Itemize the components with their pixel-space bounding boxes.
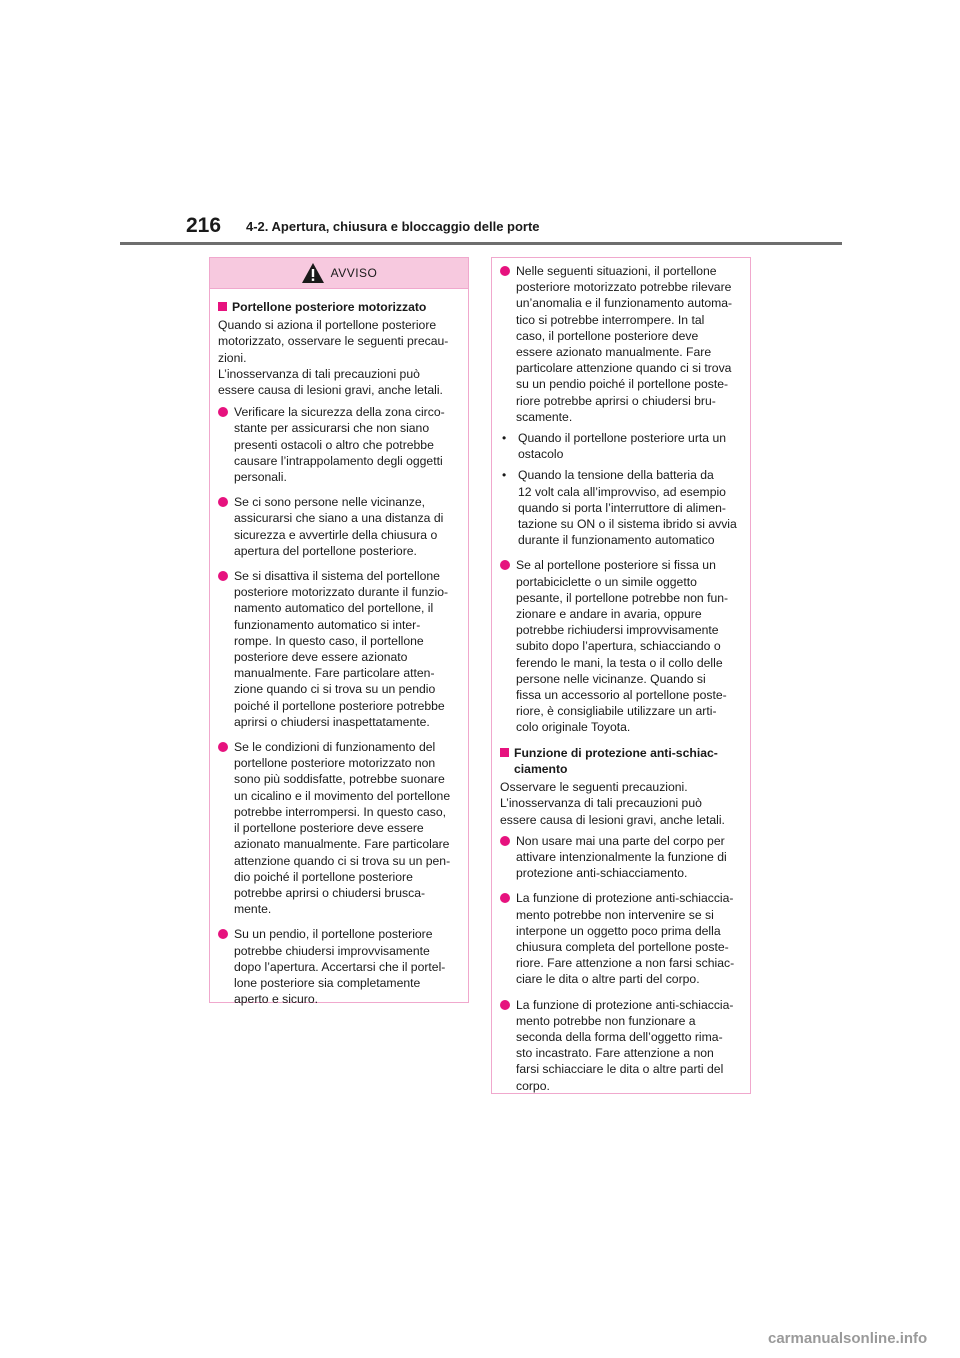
text-line: posteriore motorizzato potrebbe rilevare [516, 280, 732, 295]
text-line: riore, è consigliabile utilizzare un arti- [516, 704, 717, 719]
text-line: ostacolo [518, 447, 564, 462]
text-line: farsi schiacciare le dita o altre parti del [516, 1062, 724, 1077]
text-line: motorizzato, osservare le seguenti precau- [218, 334, 449, 349]
text-line: essere azionato manualmente. Fare [516, 345, 712, 360]
text-line: Nelle seguenti situazioni, il portellone [516, 264, 717, 278]
text-line: interpone un oggetto poco prima della [516, 923, 721, 938]
text-line: Quando la tensione della batteria da [518, 468, 714, 483]
sub-bullet-marker: • [502, 431, 507, 446]
text-line: Osservare le seguenti precauzioni. [500, 780, 688, 795]
heading-text: Portellone posteriore motorizzato [232, 300, 427, 314]
bullet-item [500, 833, 742, 882]
text-line: mento potrebbe non funzionare a [516, 1013, 696, 1028]
text-line: tico si potrebbe interrompere. In tal [516, 312, 705, 327]
warning-label: AVVISO [330, 266, 378, 280]
warning-box-header [210, 258, 468, 289]
text-line: L’inosservanza di tali precauzioni può [500, 796, 702, 811]
text-line: ciare le dita o altre parti del corpo. [516, 972, 700, 987]
text-line: potrebbe aprirsi o chiudersi brusca- [234, 885, 426, 900]
text-line: tazione su ON o il sistema ibrido si avvia [518, 517, 737, 532]
text-line: essere causa di lesioni gravi, anche letali. [500, 812, 725, 827]
text-line: un’anomalia e il funzionamento automa- [516, 296, 733, 311]
text-line: Funzione di protezione anti-schiac- [514, 745, 718, 760]
text-line: azionato manualmente. Fare particolare [234, 837, 450, 852]
warning-triangle-icon [301, 262, 325, 284]
text-line: sono più soddisfatte, potrebbe suonare [234, 772, 445, 787]
text-line: namento automatico del portellone, il [234, 601, 434, 616]
text-line: potrebbe richiudersi improvvisamente [516, 623, 719, 638]
text-line: durante il funzionamento automatico [518, 533, 715, 548]
text-line: zioni. [218, 350, 247, 365]
text-line: causare l’intrappolamento degli oggetti [234, 453, 443, 468]
bullet-text [516, 997, 733, 1094]
text-line: posteriore deve essere azionato [234, 650, 408, 665]
bullet-dot-icon [218, 929, 228, 939]
text-line: chiusura completa del portellone poste- [516, 939, 729, 954]
text-line: particolare attenzione quando ci si trova [516, 361, 732, 376]
text-line: un cicalino e il movimento del portellone [234, 788, 451, 803]
square-bullet-icon [218, 302, 227, 311]
text-line: sicurezza e avvertirle della chiusura o [234, 527, 438, 542]
text-line: potrebbe chiudersi improvvisamente [234, 943, 430, 958]
bullet-text [234, 568, 448, 730]
sub-bullet-marker: • [502, 468, 507, 483]
section-title: 4-2. Apertura, chiusura e bloccaggio delle porte [246, 219, 540, 234]
text-line: dopo l’apertura. Accertarsi che il portel- [234, 959, 446, 974]
sub-list-item [500, 430, 742, 462]
header-rule [120, 242, 842, 245]
text-line: persone nelle vicinanze. Quando si [516, 671, 706, 686]
text-line: subito dopo l’apertura, schiacciando o [516, 639, 721, 654]
text-line: poiché il portellone posteriore potrebbe [234, 698, 445, 713]
bullet-text [516, 557, 728, 735]
text-line: seconda della forma dell’oggetto rima- [516, 1029, 723, 1044]
bullet-text [234, 739, 450, 917]
text-line: L’inosservanza di tali precauzioni può [218, 366, 420, 381]
bullet-item [218, 568, 460, 730]
sub-item-text [518, 467, 737, 548]
text-line: zione quando ci si trova su un pendio [234, 682, 436, 697]
text-line: aperto e sicuro. [234, 992, 319, 1007]
bullet-dot-icon [500, 266, 510, 276]
text-line: mento potrebbe non intervenire se si [516, 907, 714, 922]
text-line: 12 volt cala all’improvviso, ad esempio [518, 484, 726, 499]
text-line: potrebbe interrompersi. In questo caso, [234, 804, 447, 819]
text-line: Se al portellone posteriore si fissa un [516, 558, 716, 573]
bullet-item [218, 926, 460, 1007]
text-line: Se ci sono persone nelle vicinanze, [234, 495, 426, 510]
text-line: colo originale Toyota. [516, 720, 631, 735]
text-line: corpo. [516, 1078, 550, 1093]
bullet-dot-icon [500, 560, 510, 570]
text-line: essere causa di lesioni gravi, anche letali. [218, 383, 443, 398]
bullet-dot-icon [218, 571, 228, 581]
text-line: attenzione quando ci si trova su un pen- [234, 853, 451, 868]
bullet-dot-icon [500, 836, 510, 846]
text-line: ferendo le mani, la testa o il collo delle [516, 655, 723, 670]
text-line: Quando si aziona il portellone posteriore [218, 318, 437, 333]
intro-paragraph [218, 317, 460, 398]
text-line: aprirsi o chiudersi inaspettatamente. [234, 714, 430, 729]
text-line: apertura del portellone posteriore. [234, 543, 417, 558]
bullet-text [234, 926, 445, 1007]
text-line: pesante, il portellone potrebbe non fun- [516, 590, 729, 605]
bullet-item [500, 557, 742, 735]
section-heading [218, 299, 460, 315]
bullet-dot-icon [218, 407, 228, 417]
page-number: 216 [186, 214, 222, 237]
text-line: ciamento [514, 761, 568, 776]
bullet-text [516, 263, 732, 425]
bullet-text [234, 404, 445, 485]
warning-box-body [210, 289, 468, 1007]
text-line: La funzione di protezione anti-schiaccia- [516, 891, 734, 906]
text-line: quando si porta l’interruttore di alimen- [518, 500, 726, 515]
text-line: mente. [234, 902, 272, 917]
text-line: personali. [234, 470, 287, 485]
text-line: portabiciclette o un simile oggetto [516, 574, 697, 589]
text-line: lone posteriore sia completamente [234, 975, 421, 990]
text-line: La funzione di protezione anti-schiaccia- [516, 997, 734, 1012]
warning-box-left [209, 257, 469, 1007]
text-line: sto incastrato. Fare attenzione a non [516, 1046, 714, 1061]
text-line: manualmente. Fare particolare atten- [234, 666, 435, 681]
watermark: carmanualsonline.info [768, 1330, 928, 1347]
text-line: funzionamento automatico si inter- [234, 617, 421, 632]
sub-list-item [500, 467, 742, 548]
bullet-text [516, 890, 734, 987]
text-line: Verificare la sicurezza della zona circo- [234, 405, 445, 420]
text-line: Se si disattiva il sistema del portellone [234, 569, 440, 584]
text-line: Su un pendio, il portellone posteriore [234, 927, 433, 942]
text-line: scamente. [516, 409, 573, 424]
bullet-item [218, 494, 460, 559]
sub-item-text [518, 430, 726, 462]
text-line: posteriore motorizzato durante il funzio- [234, 585, 449, 600]
text-line: riore potrebbe aprirsi o chiudersi bru- [516, 393, 716, 408]
text-line: portellone posteriore motorizzato non [234, 756, 436, 771]
bullet-item [500, 890, 742, 987]
bullet-text [516, 833, 727, 882]
bullet-item [218, 404, 460, 485]
bullet-item [500, 997, 742, 1094]
warning-box-body [492, 258, 750, 1094]
text-line: caso, il portellone posteriore deve [516, 328, 699, 343]
text-line: presenti ostacoli o altro che potrebbe [234, 437, 434, 452]
text-line: dio poiché il portellone posteriore [234, 869, 413, 884]
text-line: assicurarsi che siano a una distanza di [234, 511, 444, 526]
bullet-dot-icon [500, 1000, 510, 1010]
bullet-item [500, 263, 742, 425]
text-line: attivare intenzionalmente la funzione di [516, 849, 727, 864]
bullet-item [218, 739, 460, 917]
text-line: Quando il portellone posteriore urta un [518, 431, 726, 446]
bullet-text [234, 494, 443, 559]
text-line: stante per assicurarsi che non siano [234, 421, 430, 436]
text-line: protezione anti-schiacciamento. [516, 866, 688, 881]
bullet-dot-icon [218, 497, 228, 507]
text-line: il portellone posteriore deve essere [234, 821, 424, 836]
text-line: zionare e andare in avaria, oppure [516, 607, 702, 622]
text-line: rompe. In questo caso, il portellone [234, 633, 424, 648]
text-line: fissa un accessorio al portellone poste- [516, 688, 727, 703]
bullet-dot-icon [500, 893, 510, 903]
heading-text [514, 745, 718, 777]
square-bullet-icon [500, 748, 509, 757]
text-line: riore. Fare attenzione a non farsi schiac- [516, 956, 735, 971]
intro-paragraph [500, 779, 742, 828]
text-line: Se le condizioni di funzionamento del [234, 740, 436, 755]
text-line: Non usare mai una parte del corpo per [516, 833, 725, 848]
bullet-dot-icon [218, 742, 228, 752]
text-line: su un pendio poiché il portellone poste- [516, 377, 729, 392]
warning-box-right [491, 257, 751, 1094]
section-heading [500, 745, 742, 777]
